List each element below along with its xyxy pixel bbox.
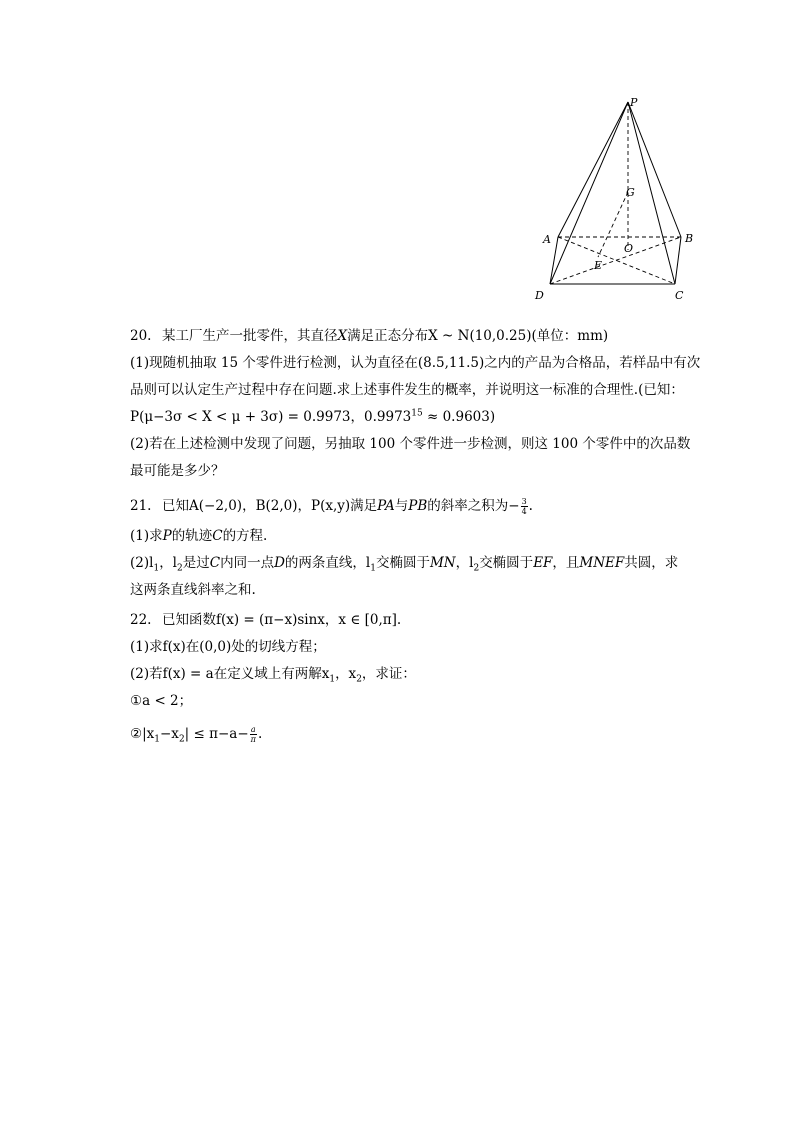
diag-AC: [558, 237, 675, 284]
q22-number: 22.: [130, 612, 152, 628]
fraction-3-4: $\frac{3}{4}$: [521, 497, 527, 516]
q20-number: 20.: [130, 328, 152, 344]
q20-part1-line3: P(μ−3σ < X < μ + 3σ) = 0.9973，$0.9973^{15} \approx 0.9603$): [130, 408, 496, 425]
q20-part2-line2: 最可能是多少？: [130, 463, 225, 479]
label-P: P: [630, 96, 638, 109]
label-G: G: [626, 186, 635, 199]
edge-AD: [550, 237, 558, 284]
q22-sub2: $②|x_1-x_2| \le \pi-a-$ $\frac{a}{\pi}$ .: [130, 725, 263, 745]
edge-PC: [628, 102, 675, 284]
q21-part2-line2: 这两条直线斜率之和.: [130, 582, 256, 598]
label-O: O: [624, 242, 634, 255]
q22-part1: (1)求f(x)在(0,0)处的切线方程；: [130, 639, 326, 655]
pyramid-figure: [528, 92, 708, 307]
q21-part1: (1)求P的轨迹C的方程.: [130, 528, 268, 544]
q21-stem: 21. 已知A(−2,0)，B(2,0)，P(x,y)满足PA与PB的斜率之积为− $\frac{3}{4}$ .: [130, 497, 533, 516]
q20-part1-line1: (1)现随机抽取 15 个零件进行检测，认为直径在(8.5,11.5)之内的产品为合格品，若样品中有次: [130, 355, 701, 371]
label-C: C: [675, 289, 684, 302]
q20-part1-line2: 品则可以认定生产过程中存在问题.求上述事件发生的概率，并说明这一标准的合理性.(已知：: [130, 382, 684, 398]
q22-stem: 22. 已知函数f(x) = (π−x)sinx，x ∈ [0,π].: [130, 612, 402, 628]
label-A: A: [543, 233, 551, 246]
label-B: B: [685, 232, 694, 245]
q20-stem: 20. 某工厂生产一批零件，其直径X满足正态分布X ~ N(10,0.25)(单位：mm): [130, 328, 609, 344]
edge-PD: [550, 102, 628, 284]
edge-PA: [558, 102, 628, 237]
edge-BC: [675, 237, 681, 284]
q21-number: 21.: [130, 498, 152, 514]
fraction-a-pi: $\frac{a}{\pi}$: [250, 725, 256, 744]
q21-part2-line1: $(2)l_1$，$l_2$是过C内同一点D的两条直线，$l_1$交椭圆于MN，$l_2$交椭圆于EF，且MNEF共圆，求: [130, 555, 679, 574]
label-E: E: [594, 259, 603, 272]
pyramid-diagram: [528, 92, 708, 307]
edge-PB: [628, 102, 681, 237]
q22-part2: (2)若f(x) = a在定义域上有两解$x_1$，$x_2$，求证：: [130, 666, 416, 685]
q22-sub1: ①a < 2；: [130, 693, 193, 709]
q20-part2-line1: (2)若在上述检测中发现了问题，另抽取 100 个零件进一步检测，则这 100 个零件中的次品数: [130, 436, 691, 452]
diag-DB: [550, 237, 681, 284]
label-D: D: [535, 289, 544, 302]
